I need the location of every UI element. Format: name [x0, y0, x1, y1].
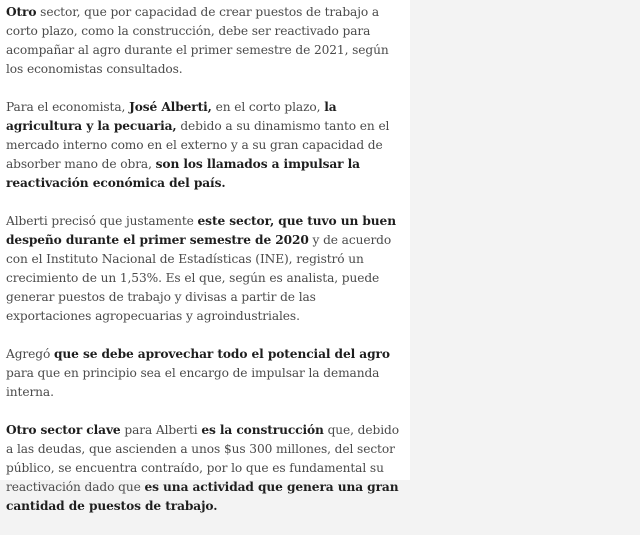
paragraph-1: [6, 3, 402, 79]
emphasis-text: este sector, que tuvo un buen despeño durante el primer semestre de 2020: [6, 214, 396, 247]
emphasis-text: José Alberti,: [129, 100, 212, 114]
body-text: en el corto plazo,: [211, 100, 325, 114]
article-body: [6, 3, 402, 535]
body-text: Para el economista,: [6, 100, 130, 114]
paragraph-2: [6, 98, 402, 193]
body-text: para que en principio sea el encargo de impulsar la demanda interna.: [6, 366, 380, 399]
body-text: para Alberti: [120, 423, 202, 437]
paragraph-4: [6, 345, 402, 402]
paragraph-5: [6, 421, 402, 516]
emphasis-text: son los llamados a impulsar la reactivación económica del país.: [6, 157, 360, 190]
emphasis-text: que se debe aprovechar todo el potencial del agro: [53, 347, 390, 361]
paragraph-3: [6, 212, 402, 326]
body-text: sector, que por capacidad de crear puestos de trabajo a corto plazo, como la construcción, debe ser reactivado para acompañar al agro durante el primer semestre de 2021, según los economistas consultados.: [6, 5, 389, 76]
emphasis-text: la agricultura y la pecuaria,: [6, 100, 337, 133]
emphasis-text: Otro sector clave: [6, 423, 121, 437]
emphasis-text: es la construcción: [201, 423, 324, 437]
page-background: [410, 0, 640, 480]
body-text: Agregó: [6, 347, 54, 361]
emphasis-text: es una actividad que genera una gran cantidad de puestos de trabajo.: [6, 480, 399, 513]
body-text: y de acuerdo con el Instituto Nacional de Estadísticas (INE), registró un crecimiento de un 1,53%. Es el que, según es analista, puede generar puestos de trabajo y divisas a partir de las exportaciones agropecuarias y agroindustriales.: [6, 233, 392, 323]
body-text: debido a su dinamismo tanto en el mercado interno como en el externo y a su gran capacidad de absorber mano de obra,: [6, 119, 390, 171]
emphasis-text: Otro: [6, 5, 37, 19]
body-text: Alberti precisó que justamente: [6, 214, 198, 228]
body-text: que, debido a las deudas, que ascienden a unos $us 300 millones, del sector público, se encuentra contraído, por lo que es fundamental su reactivación dado que: [6, 423, 399, 494]
